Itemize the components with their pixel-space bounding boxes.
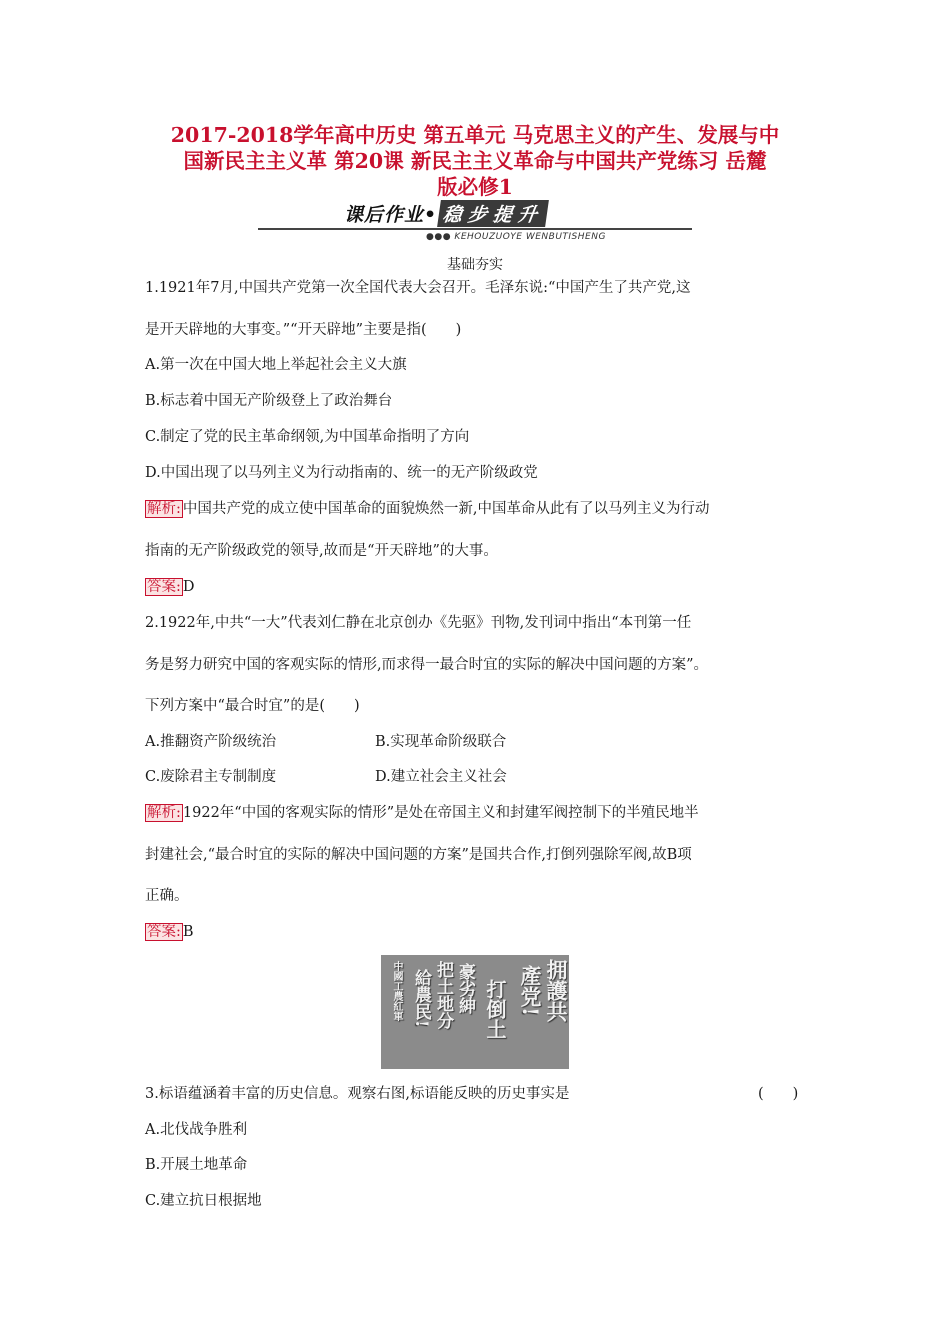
- analysis-tag: 解析:: [147, 501, 181, 517]
- q1-option-b: B.标志着中国无产阶级登上了政治舞台: [145, 393, 393, 409]
- q1-stem-line: 是开天辟地的大事变。”“开天辟地”主要是指( ): [145, 322, 462, 338]
- banner-prefix: 课后作业•: [344, 204, 438, 226]
- banner-rule: [258, 228, 692, 230]
- q2-analysis-line: 正确。: [145, 888, 189, 904]
- q2-option-d: D.建立社会主义社会: [375, 769, 507, 785]
- banner-subtitle: ●●● KEHOUZUOYE WENBUTISHENG: [426, 232, 606, 242]
- answer-value: D: [182, 579, 195, 595]
- q1-option-c: C.制定了党的民主革命纲领,为中国革命指明了方向: [145, 429, 470, 445]
- slogan-column: 豪劣紳: [455, 963, 475, 1014]
- answer-tag: 答案:: [147, 924, 181, 940]
- q2-stem-line: 务是努力研究中国的客观实际的情形,而求得一最合时宜的实际的解决中国问题的方案”。: [145, 657, 709, 673]
- q2-answer: [145, 920, 194, 941]
- q2-analysis-line: 封建社会,“最合时宜的实际的解决中国问题的方案”是国共合作,打倒列强除军阀,故B项: [145, 847, 692, 863]
- section-title: 基础夯实: [447, 257, 503, 273]
- q2-option-c: C.废除君主专制制度: [145, 769, 277, 785]
- title-line: 版必修1: [437, 175, 513, 199]
- slogan-photo: [381, 955, 569, 1069]
- analysis-text: 中国共产党的成立使中国革命的面貌焕然一新,中国革命从此有了以马列主义为行动: [182, 501, 710, 517]
- banner-title: [344, 200, 547, 227]
- document-title: [130, 122, 820, 200]
- q3-stem: 3.标语蕴涵着丰富的历史信息。观察右图,标语能反映的历史事实是: [145, 1086, 570, 1102]
- q2-stem-line: 下列方案中“最合时宜”的是( ): [145, 698, 360, 714]
- q3-option-a: A.北伐战争胜利: [145, 1122, 248, 1138]
- slogan-column: 打倒土: [483, 979, 507, 1039]
- q1-option-a: A.第一次在中国大地上举起社会主义大旗: [145, 357, 407, 373]
- q1-answer: [145, 575, 195, 596]
- q3-option-c: C.建立抗日根据地: [145, 1193, 262, 1209]
- homework-banner: [258, 200, 692, 246]
- q2-option-b: B.实现革命阶级联合: [375, 734, 507, 750]
- slogan-column: 拥護共: [544, 959, 569, 1022]
- banner-highlight: 稳步提升: [437, 200, 549, 227]
- q1-analysis-line: 指南的无产阶级政党的领导,故而是“开天辟地”的大事。: [145, 543, 498, 559]
- q3-answer-blank: ( ): [758, 1086, 799, 1102]
- slogan-column: 中國工農紅軍: [391, 961, 402, 1021]
- slogan-column: 把土地分: [433, 961, 453, 1029]
- slogan-column: 給農民!: [411, 969, 431, 1028]
- q2-analysis: [145, 801, 699, 822]
- answer-value: B: [182, 924, 194, 940]
- slogan-column: 產党!: [518, 965, 543, 1017]
- q2-stem-line: 2.1922年,中共“一大”代表刘仁静在北京创办《先驱》刊物,发刊词中指出“本刊第一任: [145, 615, 692, 631]
- analysis-tag: 解析:: [147, 805, 181, 821]
- q3-option-b: B.开展土地革命: [145, 1157, 248, 1173]
- q1-stem-line: 1.1921年7月,中国共产党第一次全国代表大会召开。毛泽东说:“中国产生了共产党,这: [145, 280, 691, 296]
- answer-tag: 答案:: [147, 579, 181, 595]
- title-line: 2017-2018学年高中历史 第五单元 马克思主义的产生、发展与中: [170, 123, 780, 147]
- q2-option-a: A.推翻资产阶级统治: [145, 734, 277, 750]
- title-line: 国新民主主义革 第20课 新民主主义革命与中国共产党练习 岳麓: [183, 149, 767, 173]
- q1-analysis: [145, 497, 710, 518]
- q1-option-d: D.中国出现了以马列主义为行动指南的、统一的无产阶级政党: [145, 465, 538, 481]
- analysis-text: 1922年“中国的客观实际的情形”是处在帝国主义和封建军阀控制下的半殖民地半: [182, 805, 699, 821]
